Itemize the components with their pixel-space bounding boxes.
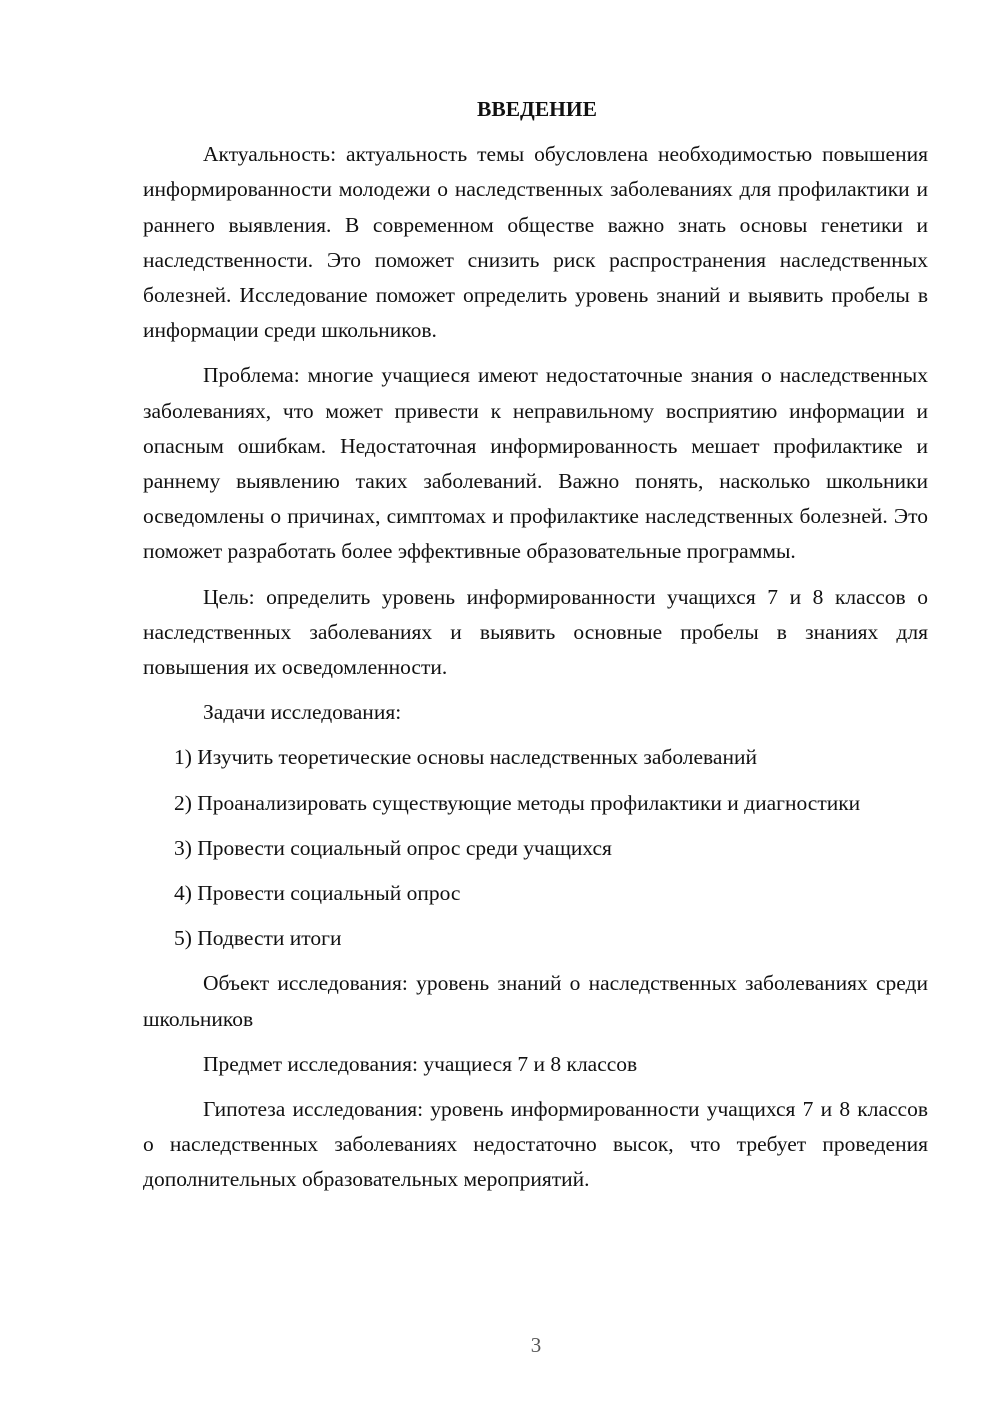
hypothesis-paragraph: Гипотеза исследования: уровень информированности учащихся 7 и 8 классов о наследственных заболеваниях недостаточно высок, что требует проведения дополнительных образовательных мероприятий. — [143, 1097, 928, 1192]
subject-paragraph: Предмет исследования: учащиеся 7 и 8 классов — [203, 1051, 638, 1076]
goal-paragraph: Цель: определить уровень информированности учащихся 7 и 8 классов о наследственных заболеваниях и выявить основные пробелы в знаниях для повышения их осведомленности. — [143, 584, 928, 680]
document-body — [143, 92, 928, 1208]
relevance-paragraph: Актуальность: актуальность темы обусловлена необходимостью повышения информированности молодежи о наследственных заболеваниях для профилактики и раннего выявления. В современном обществе важно знать основы генетики и наследственности. Это поможет снизить риск распространения наследственных болезней. Исследование поможет определить уровень знаний и выявить пробелы в информации среди школьников. — [143, 142, 928, 343]
task-item-1: 1) Изучить теоретические основы наследственных заболеваний — [174, 745, 757, 770]
task-item-3: 3) Провести социальный опрос среди учащихся — [174, 835, 612, 860]
tasks-heading: Задачи исследования: — [203, 700, 402, 725]
task-item-2: 2) Проанализировать существующие методы профилактики и диагностики — [174, 790, 861, 815]
task-item-4: 4) Провести социальный опрос — [174, 881, 461, 906]
page-number: 3 — [530, 1333, 542, 1357]
problem-paragraph: Проблема: многие учащиеся имеют недостаточные знания о наследственных заболеваниях, что может привести к неправильному восприятию информации и опасным ошибкам. Недостаточная информированность мешает профилактике и раннему выявлению таких заболеваний. Важно понять, насколько школьники осведомлены о причинах, симптомах и профилактике наследственных болезней. Это поможет разработать более эффективные образовательные программы. — [143, 363, 928, 564]
task-item-5: 5) Подвести итоги — [174, 926, 342, 951]
page-title: ВВЕДЕНИЕ — [477, 97, 597, 121]
object-paragraph: Объект исследования: уровень знаний о наследственных заболеваниях среди школьников — [143, 971, 928, 1031]
